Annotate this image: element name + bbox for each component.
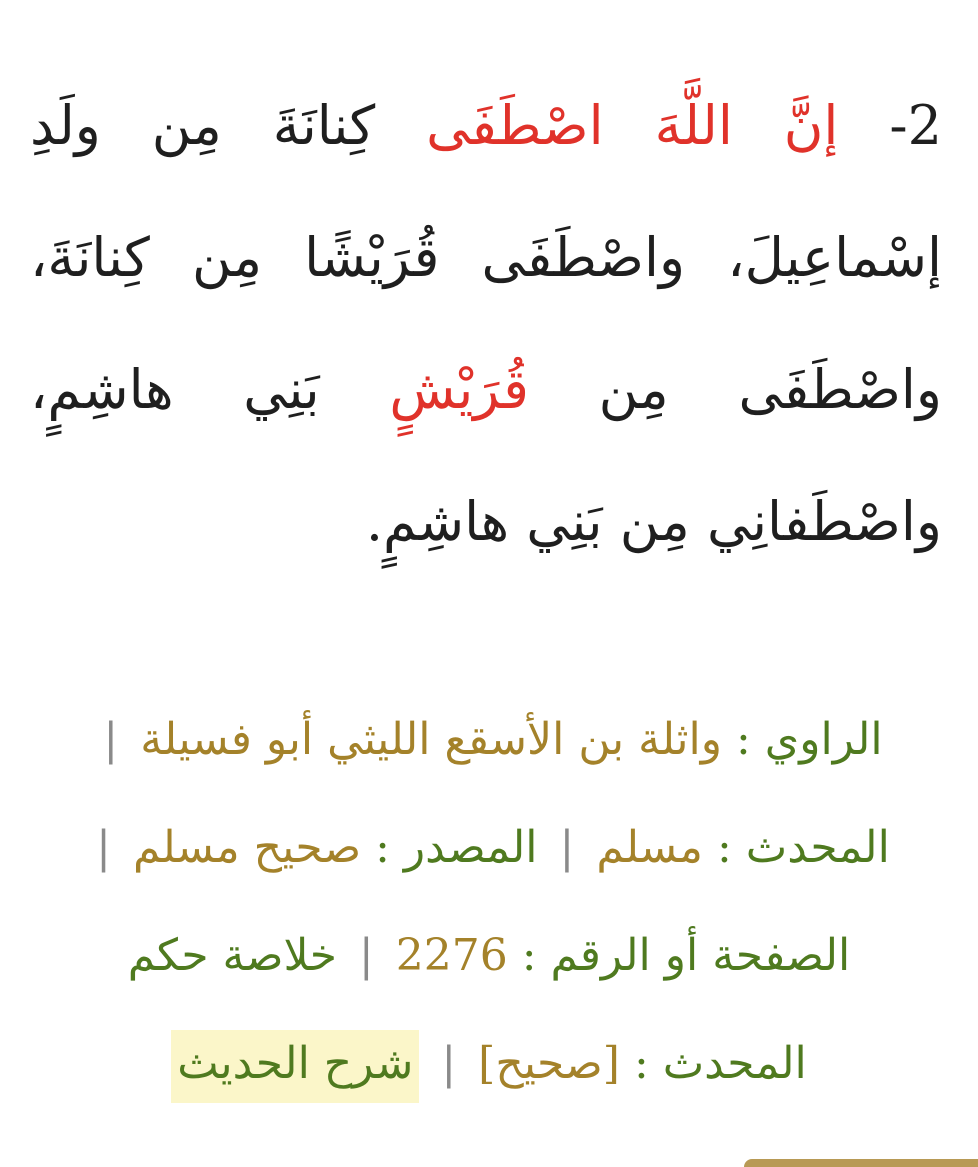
separator: | (559, 822, 575, 873)
hadith-highlight-2: قُرَيْشٍ (389, 358, 529, 421)
ruling-label: خلاصة حكم المحدث : (127, 930, 807, 1089)
source-value: صحيح مسلم (133, 822, 362, 873)
hadith-text-2: بَنِي هاشِمٍ، واصْطَفانِي مِن بَنِي هاشِمٍ. (30, 358, 942, 553)
hadith-explanation-link[interactable]: شرح الحديث (171, 1030, 419, 1103)
hadith-metadata (60, 686, 918, 1118)
hadith-number: 2- (889, 94, 942, 157)
ruling-value: [صحيح] (478, 1038, 620, 1089)
page-number-label: الصفحة أو الرقم : (521, 930, 851, 981)
narrator-label: الراوي : (735, 714, 883, 765)
muhaddith-value: مسلم (596, 822, 703, 873)
separator: | (96, 822, 111, 873)
separator: | (441, 1038, 457, 1089)
hadith-text (30, 60, 942, 588)
hadith-highlight-1: إنَّ اللَّهَ اصْطَفَى (426, 94, 839, 157)
bottom-edge-bar (744, 1159, 978, 1167)
page-number-value: 2276 (395, 930, 508, 981)
separator: | (103, 714, 119, 765)
muhaddith-label: المحدث : (717, 822, 890, 873)
hadith-text-1: كِنانَةَ مِن ولَدِ إسْماعِيلَ، واصْطَفَى قُرَيْشًا مِن كِنانَةَ، واصْطَفَى مِن (30, 94, 942, 421)
separator: | (358, 930, 374, 981)
narrator-value: واثلة بن الأسقع الليثي أبو فسيلة (140, 714, 722, 765)
source-label: المصدر : (375, 822, 538, 873)
